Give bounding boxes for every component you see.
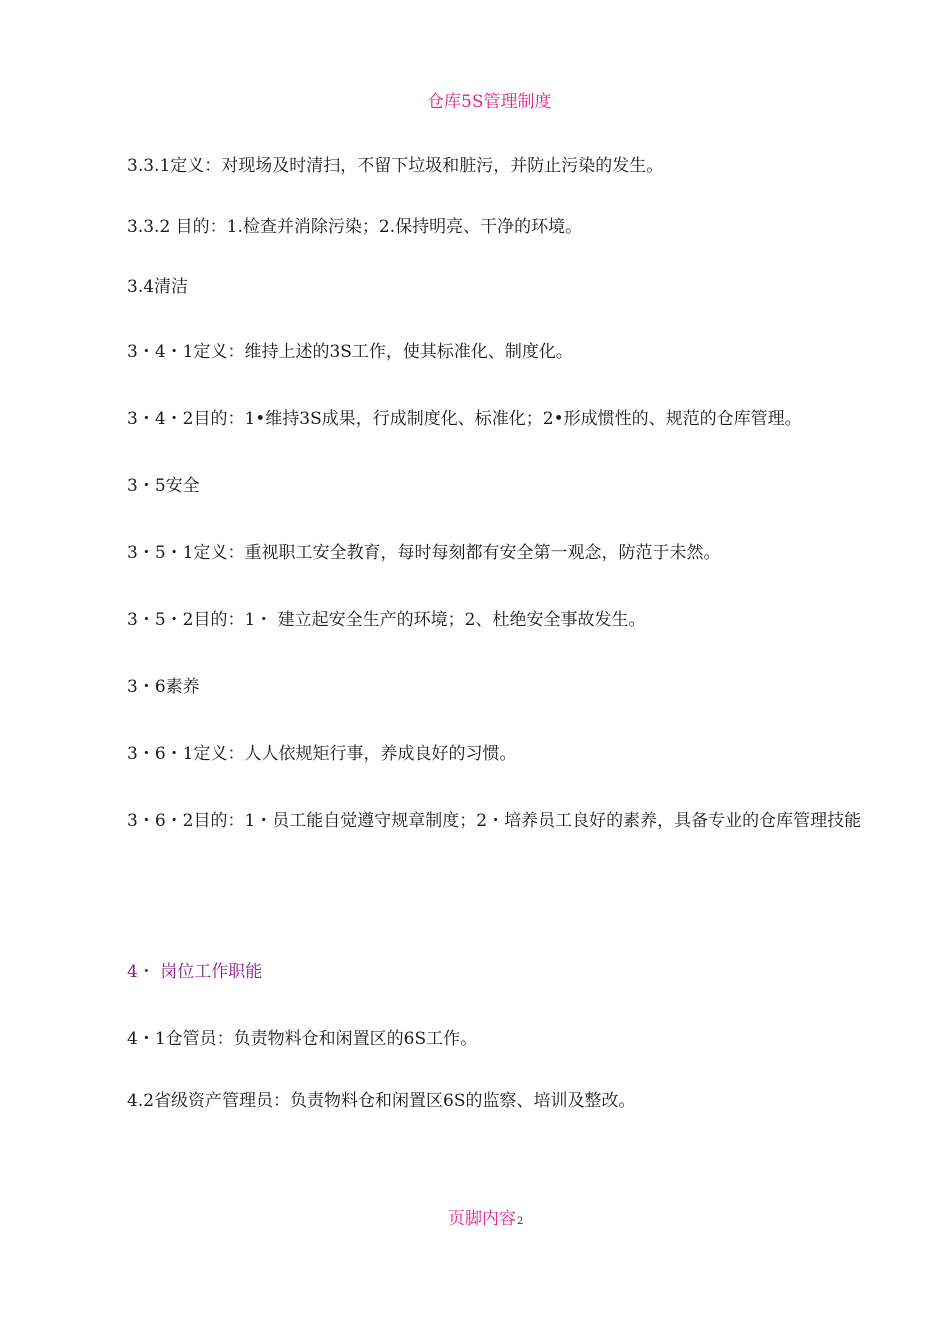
page-header-title: 仓库5S管理制度 [427, 92, 552, 112]
paragraph-3-4-1: 3・4・1定义：维持上述的3S工作，使其标准化、制度化。 [127, 342, 573, 362]
heading-3-6: 3・6素养 [127, 677, 200, 697]
footer-page-number: 2 [517, 1216, 524, 1227]
paragraph-3-3-2: 3.3.2 目的：1.检查并消除污染；2.保持明亮、干净的环境。 [127, 217, 583, 237]
paragraph-4-1: 4・1仓管员：负责物料仓和闲置区的6S工作。 [127, 1029, 478, 1049]
paragraph-3-6-2: 3・6・2目的：1・员工能自觉遵守规章制度；2・培养员工良好的素养，具备专业的仓库管理技能 [127, 811, 862, 831]
paragraph-3-5-1: 3・5・1定义：重视职工安全教育，每时每刻都有安全第一观念，防范于未然。 [127, 543, 721, 563]
heading-3-5: 3・5安全 [127, 476, 200, 496]
heading-3-4: 3.4清洁 [127, 277, 189, 297]
paragraph-3-4-2: 3・4・2目的：1•维持3S成果，行成制度化、标准化；2•形成惯性的、规范的仓库管理。 [127, 409, 802, 429]
paragraph-4-2: 4.2省级资产管理员：负责物料仓和闲置区6S的监察、培训及整改。 [127, 1091, 636, 1111]
footer-text: 页脚内容 [448, 1209, 516, 1229]
paragraph-3-5-2: 3・5・2目的：1・ 建立起安全生产的环境；2、杜绝安全事故发生。 [127, 610, 646, 630]
section-4-heading: 4・ 岗位工作职能 [127, 962, 263, 982]
paragraph-3-6-1: 3・6・1定义：人人依规矩行事，养成良好的习惯。 [127, 744, 517, 764]
paragraph-3-3-1: 3.3.1定义：对现场及时清扫，不留下垃圾和脏污，并防止污染的发生。 [127, 156, 664, 176]
page-footer [448, 1207, 523, 1234]
